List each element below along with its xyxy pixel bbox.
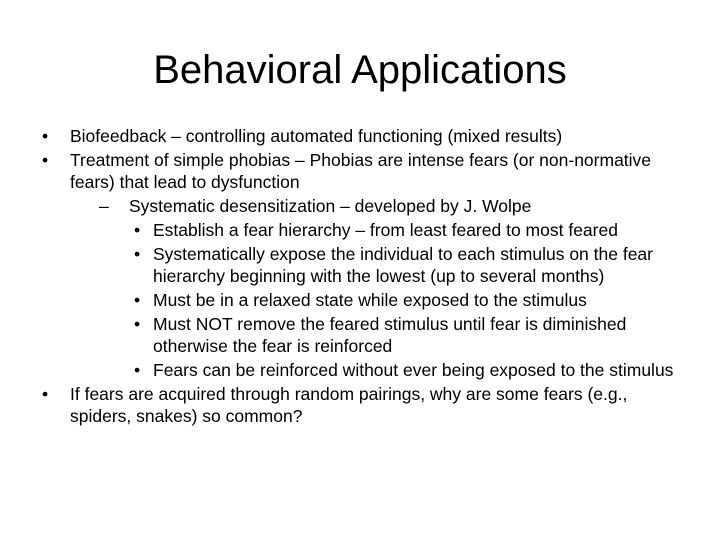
bullet-text: Must NOT remove the feared stimulus until fear is diminished otherwise the fear is reinforced [153, 314, 627, 356]
bullet-mark: • [134, 220, 141, 240]
subsubbullet-expose [0, 243, 720, 287]
dash-mark: – [99, 196, 109, 216]
bullet-mark: • [134, 244, 141, 264]
bullet-mark: • [42, 150, 49, 170]
bullet-text: Biofeedback – controlling automated functioning (mixed results) [70, 126, 563, 146]
bullet-mark: • [134, 360, 141, 380]
bullet-text: Treatment of simple phobias – Phobias are intense fears (or non-normative fears) that lead to dysfunction [70, 150, 652, 192]
subsubbullet-fear-hierarchy [0, 219, 720, 241]
slide-title: Behavioral Applications [153, 48, 567, 92]
bullet-random-pairings [0, 383, 720, 427]
slide-body [0, 125, 720, 429]
bullet-text: Establish a fear hierarchy – from least feared to most feared [153, 220, 618, 240]
bullet-mark: • [42, 126, 49, 146]
bullet-mark: • [134, 314, 141, 334]
bullet-text: Must be in a relaxed state while exposed to the stimulus [153, 290, 587, 310]
bullet-text: If fears are acquired through random pairings, why are some fears (e.g., spiders, snakes) so common? [70, 384, 628, 426]
bullet-mark: • [134, 290, 141, 310]
bullet-text: Fears can be reinforced without ever being exposed to the stimulus [153, 360, 674, 380]
subsubbullet-not-remove [0, 313, 720, 357]
bullet-text: Systematically expose the individual to each stimulus on the fear hierarchy beginning with the lowest (up to several months) [153, 244, 653, 286]
bullet-mark: • [42, 384, 49, 404]
subbullet-systematic-desensitization [0, 195, 720, 217]
subsubbullet-relaxed [0, 289, 720, 311]
bullet-text: Systematic desensitization – developed by J. Wolpe [129, 196, 532, 216]
subsubbullet-reinforced [0, 359, 720, 381]
bullet-biofeedback [0, 125, 720, 147]
bullet-phobias [0, 149, 720, 193]
